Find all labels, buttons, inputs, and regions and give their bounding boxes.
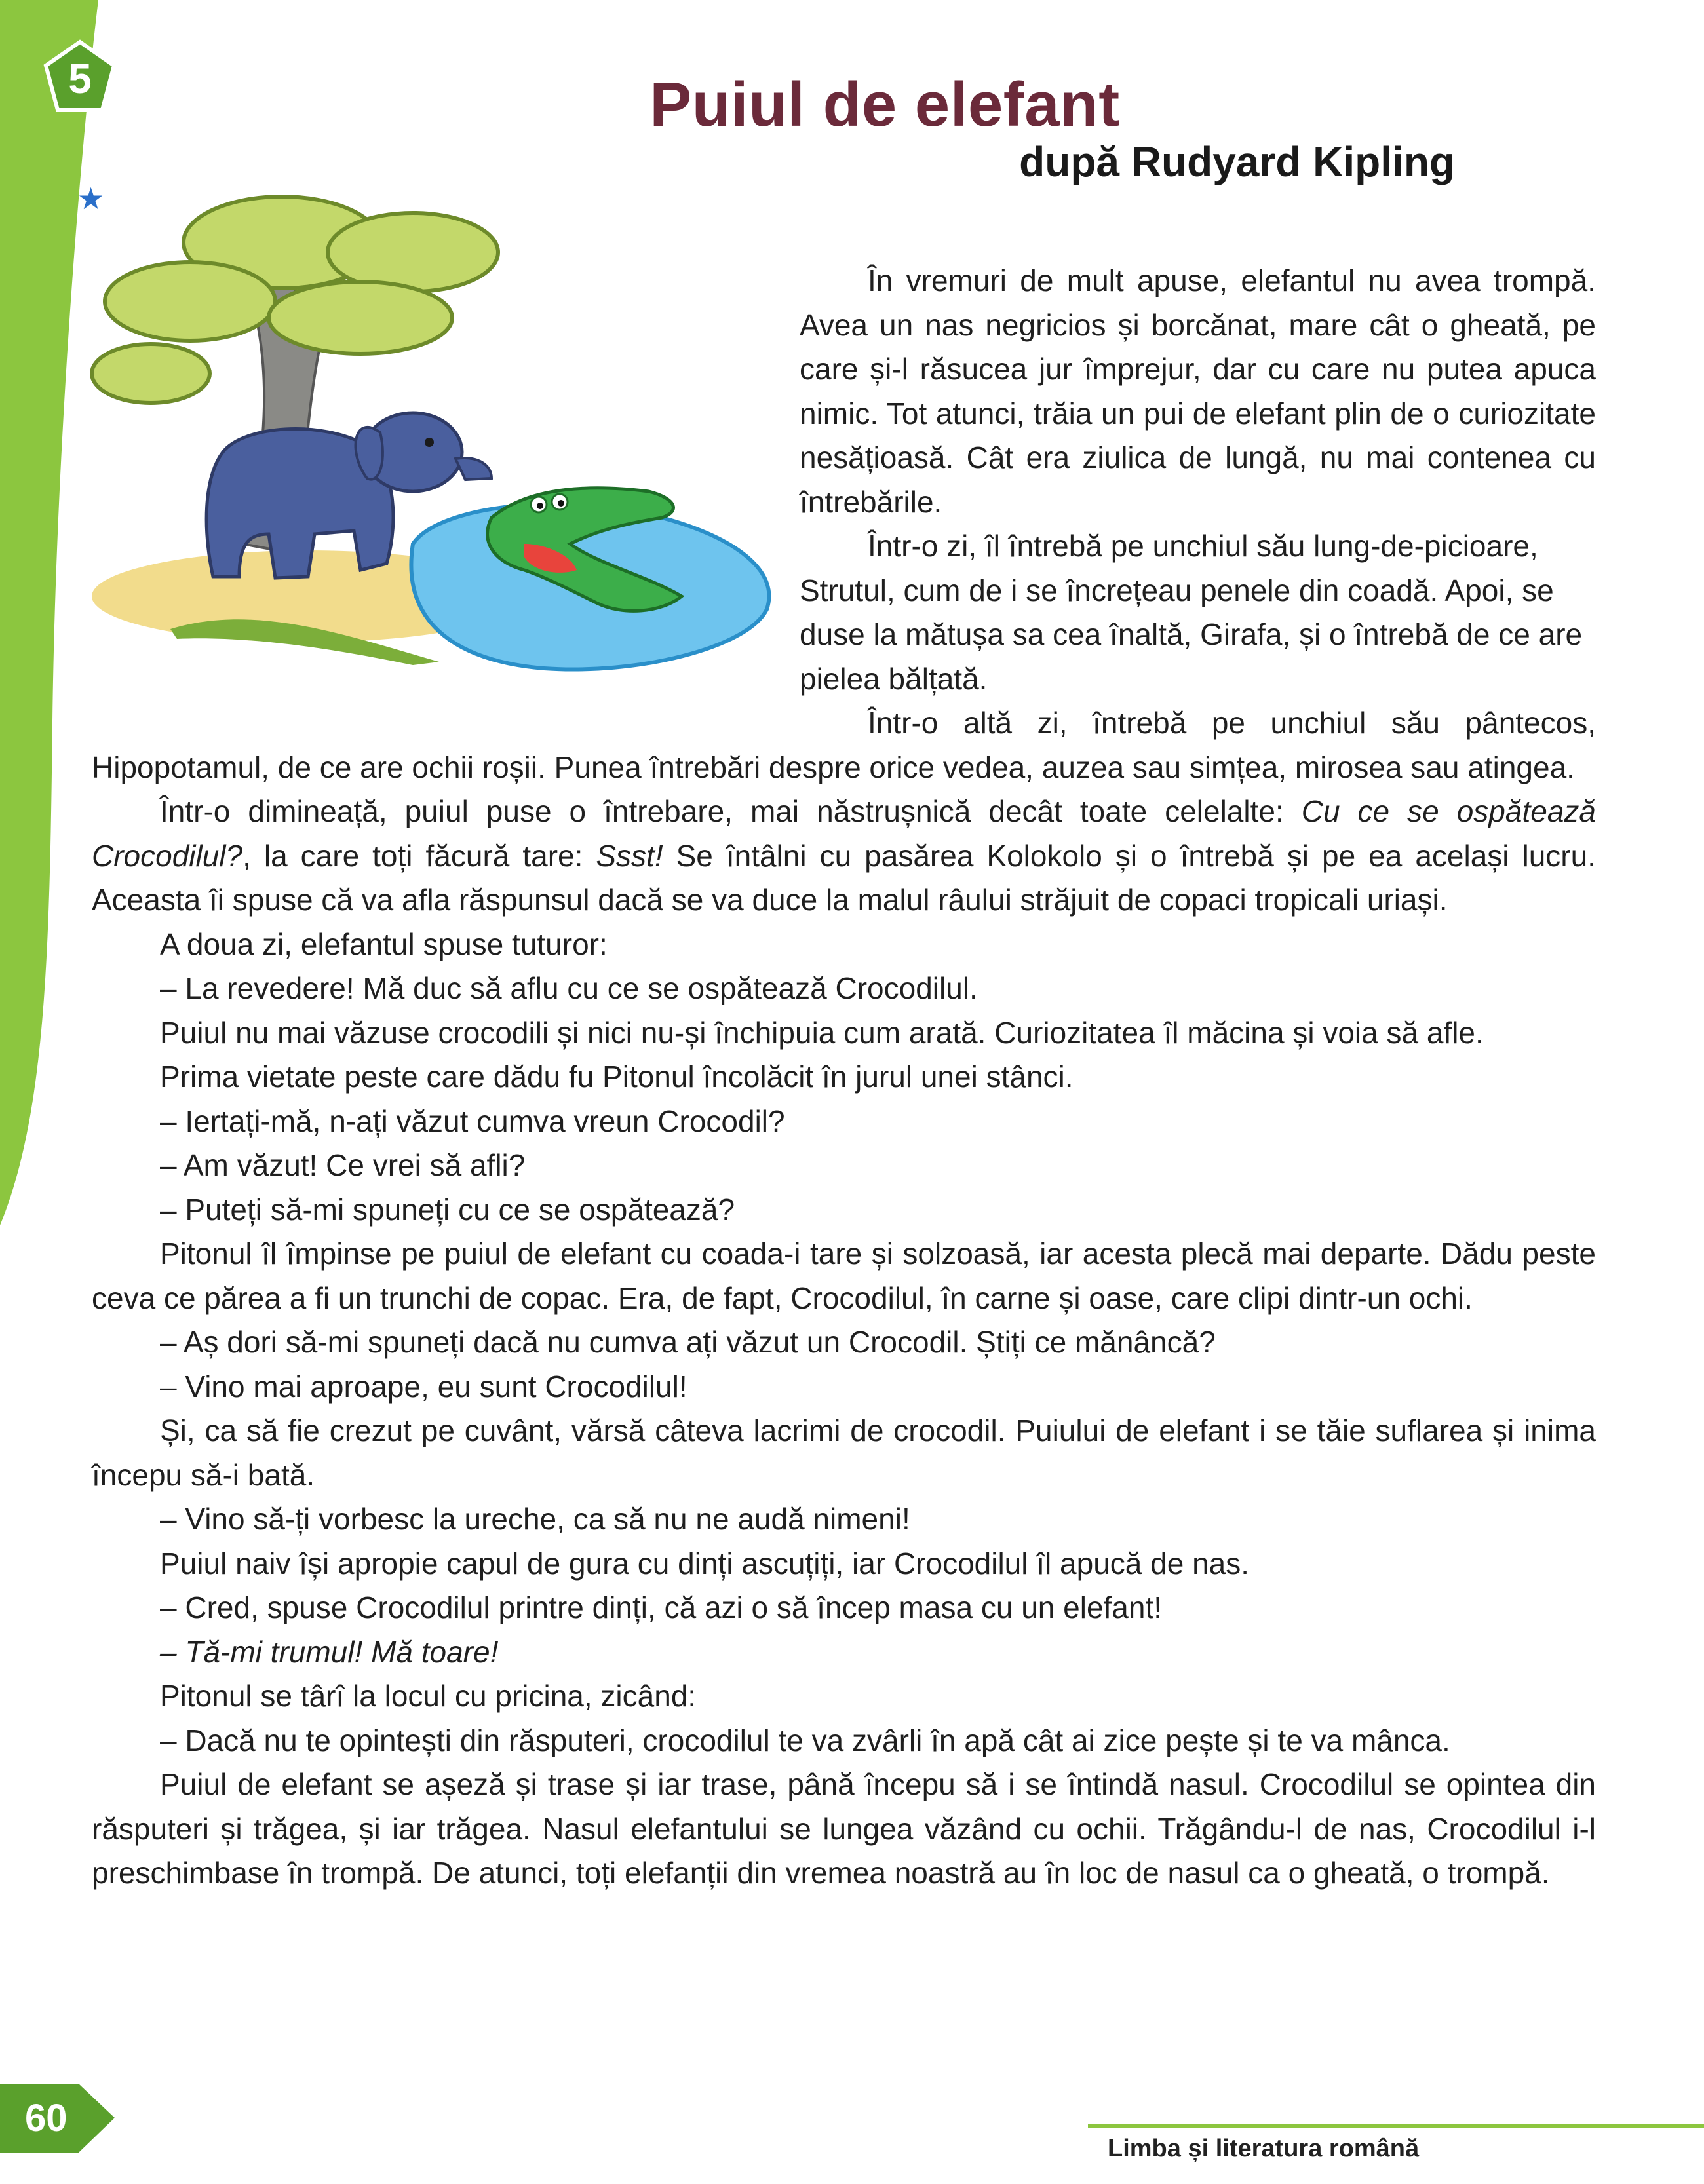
paragraph: Puiul nu mai văzuse crocodili și nici nu-și închipuia cum arată. Curiozitatea îl măcina și voia să afle. [160,1015,1484,1050]
page-number-tab [0,2084,115,2153]
paragraph-text: , la care toți făcură tare: [242,838,596,873]
paragraph-text: Se întâlni cu pasărea Kolokolo și o întrebă și pe ea același lucru. Aceasta îi spuse că va afla răspunsul dacă se va duce la malul râului străjuit de copaci tropicali uriași. [92,838,1596,917]
paragraph: Prima vietate peste care dădu fu Pitonul încolăcit în jurul unei stânci. [160,1060,1074,1094]
footer-divider [1088,2124,1704,2128]
page-title: Puiul de elefant [649,69,1120,140]
dialogue-line: – Iertați-mă, n-ați văzut cumva vreun Crocodil? [160,1103,785,1138]
paragraph: În vremuri de mult apuse, elefantul nu avea trompă. Avea un nas negricios și borcănat, mare cât o gheată, pe care și-l răsucea jur împrejur, dar cu care nu putea apuca nimic. Tot atunci, trăia un pui de elefant plin de o curiozitate nesățioasă. Cât era ziulica de lungă, nu mai contenea cu întrebările. [800,263,1596,519]
paragraph: A doua zi, elefantul spuse tuturor: [160,927,608,961]
dialogue-line: – Dacă nu te opintești din răsputeri, crocodilul te va zvârli în apă cât ai zice pește și te va mânca. [160,1723,1450,1757]
paragraph: Pitonul îl împinse pe puiul de elefant cu coada-i tare și solzoasă, iar acesta plecă mai departe. Dădu peste ceva ce părea a fi un trunchi de copac. Era, de fapt, Crocodilul, în carne și oase, care clipi dintr-un ochi. [92,1236,1596,1315]
paragraph: Într-o zi, îl întrebă pe unchiul său lung-de-picioare, Strutul, cum de i se încrețeau penele din coadă. Apoi, se duse la mătușa sa cea înaltă, Girafa, și o întrebă de ce are pielea bălțată. [800,529,1583,696]
dialogue-line: – Vino să-ți vorbesc la ureche, ca să nu ne audă nimeni! [160,1502,910,1536]
paragraph: Pitonul se târî la locul cu pricina, zicând: [160,1679,697,1713]
unit-number-badge [41,39,119,118]
dialogue-line: – Vino mai aproape, eu sunt Crocodilul! [160,1369,687,1404]
dialogue-line: – La revedere! Mă duc să aflu cu ce se ospătează Crocodilul. [160,971,978,1005]
italic-dialogue: – Tă-mi trumul! Mă toare! [160,1634,499,1669]
page-number: 60 [25,2097,68,2139]
dialogue-line-italic [92,1630,1596,1675]
paragraph: Puiul naiv își apropie capul de gura cu dinți ascuțiți, iar Crocodilul îl apucă de nas. [160,1546,1250,1581]
paragraph: Într-o altă zi, întrebă pe unchiul său pântecos, Hipopotamul, de ce are ochii roșii. Punea întrebări despre orice vedea, auzea sau simțea, mirosea sau atingea. [92,706,1596,784]
paragraph: Puiul de elefant se așeză și trase și iar trase, până începu să i se întindă nasul. Crocodilul se opintea din răsputeri și trăgea, și iar trăgea. Nasul elefantului se lungea văzând cu ochii. Trăgându-l de nas, Crocodilul i-l preschimbase în trompă. De atunci, toți elefanții din vremea noastră au în loc de nasul ca o gheată, o trompă. [92,1767,1596,1890]
paragraph [92,790,1596,923]
footer-subject: Limba și literatura română [1108,2135,1420,2162]
story-text [92,259,1596,1896]
illustration-spacer [92,259,800,711]
star-icon: ★ [77,182,105,216]
dialogue-line: – Aș dori să-mi spuneți dacă nu cumva ați văzut un Crocodil. Știți ce mănâncă? [160,1325,1216,1359]
italic-question: Cu ce se ospătează Crocodilul? [92,794,1596,873]
dialogue-line: – Am văzut! Ce vrei să afli? [160,1148,526,1182]
unit-number: 5 [68,55,92,102]
dialogue-line: – Puteți să-mi spuneți cu ce se ospătează? [160,1192,735,1227]
paragraph: Și, ca să fie crezut pe cuvânt, vărsă câteva lacrimi de crocodil. Puiului de elefant i se tăie suflarea și inima începu să-i bată. [92,1413,1596,1492]
dialogue-line: – Cred, spuse Crocodilul printre dinți, că azi o să încep masa cu un elefant! [160,1590,1163,1624]
author-line: după Rudyard Kipling [1019,138,1455,185]
paragraph-text: Într-o dimineață, puiul puse o întrebare, mai năstrușnică decât toate celelalte: [160,794,1302,828]
italic-exclamation: Ssst! [596,838,663,873]
